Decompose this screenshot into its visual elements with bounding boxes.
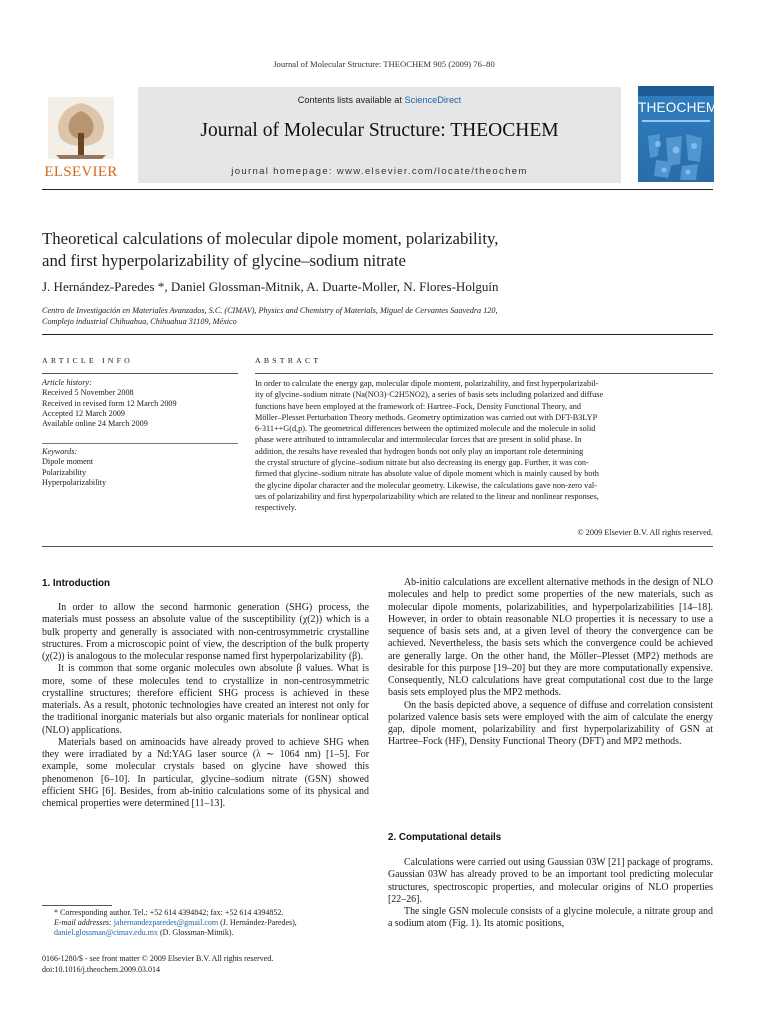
info-separator	[42, 443, 238, 444]
abstract-rule	[255, 373, 713, 374]
article-title-line-1: Theoretical calculations of molecular dipole moment, polarizability,	[42, 229, 499, 248]
abstract-line: the glycine dipolar character and the molecular geometry. Likewise, the calculations gave non-zero val-	[255, 480, 597, 490]
affiliation	[42, 305, 722, 327]
paragraph: Materials based on aminoacids have already proved to achieve SHG when they were irradiated by a Nd:YAG laser source (λ ∼ 1064 nm) [1–5]. For example, some molecular crystals based on glycine have showed this phenomenon [6–10]. In particular, glycine–sodium nitrate (GSN) showed efficient SHG [6]. Besides, from ab-initio calculations some of its physical and chemical properties were determined [11–13].	[42, 736, 369, 809]
email-addresses	[42, 918, 369, 938]
journal-citation: Journal of Molecular Structure: THEOCHEM 905 (2009) 76–80	[273, 59, 495, 69]
online-date: Available online 24 March 2009	[42, 419, 148, 429]
author-list: J. Hernández-Paredes *, Daniel Glossman-Mitnik, A. Duarte-Moller, N. Flores-Holguín	[42, 279, 499, 294]
email-owner: (D. Glossman-Mitnik).	[159, 928, 234, 938]
computational-details-body	[388, 857, 713, 931]
title-rule	[42, 334, 713, 335]
introduction-body	[42, 602, 369, 810]
doi-line[interactable]: doi:10.1016/j.theochem.2009.03.014	[42, 965, 160, 974]
article-info-rule	[42, 373, 238, 374]
abstract-line: 6-311++G(d,p). The geometrical differences between the optimized molecule and the molecule in solid	[255, 424, 596, 434]
article-history	[42, 378, 238, 429]
email-link[interactable]: daniel.glossman@cimav.edu.mx	[54, 928, 158, 938]
article-title	[42, 228, 722, 272]
received-date: Received 5 November 2008	[42, 388, 134, 398]
email-link[interactable]: jahernandezparedes@gmail.com	[113, 918, 219, 928]
affiliation-line-2: Complejo industrial Chihuahua, Chihuahua 31109, México	[42, 317, 237, 326]
footnote-rule	[42, 905, 112, 906]
corresponding-author: * Corresponding author. Tel.: +52 614 4394842; fax: +52 614 4394852.	[54, 908, 284, 917]
right-column-body	[388, 577, 713, 749]
abstract-line: Möller–Plesset Perturbation Theory methods. Geometry optimization was carried out with DFT-B3LYP	[255, 412, 598, 422]
footnote	[42, 908, 369, 939]
contents-prefix: Contents lists available at	[297, 95, 402, 105]
journal-homepage[interactable]: journal homepage: www.elsevier.com/locate/theochem	[231, 166, 528, 177]
abstract-line: In order to calculate the energy gap, molecular dipole moment, polarizability, and first hyperpolarizabil-	[255, 379, 599, 388]
abstract-heading: ABSTRACT	[255, 356, 322, 365]
abstract-line: the crystal structure of glycine–sodium nitrate but also decreasing its energy gap. Further, it was con-	[255, 457, 589, 467]
article-info-heading: ARTICLE INFO	[42, 356, 133, 365]
paragraph: Calculations were carried out using Gaussian 03W [21] package of programs. Gaussian 03W has already proved to be an important tool predicting molecular structures, spectroscopic properties, and molecular origins of NLO properties [22–26].	[388, 857, 713, 905]
issn-doi	[42, 953, 369, 975]
abstract-line: phase were attributed to intramolecular and intermolecular forces that are present in solid phase. In	[255, 435, 582, 445]
elsevier-wordmark: ELSEVIER	[44, 164, 118, 180]
affiliation-line-1: Centro de Investigación en Materiales Avanzados, S.C. (CIMAV), Physics and Chemistry of Materials, Miguel de Cervantes Saavedra 120,	[42, 306, 498, 315]
abstract-line: ues of polarizability and first hyperpolarizability which are related to the linear and nonlinear responses,	[255, 491, 599, 501]
abstract-copyright: © 2009 Elsevier B.V. All rights reserved.	[577, 528, 713, 537]
sciencedirect-link[interactable]: ScienceDirect	[404, 95, 462, 105]
abstract-line: ity of glycine–sodium nitrate (Na(NO3)·C2H5NO2), a series of basis sets including polarized and diffuse	[255, 390, 604, 400]
contents-line	[138, 95, 621, 105]
keyword-item: Hyperpolarizability	[42, 477, 107, 487]
keyword-item: Dipole moment	[42, 457, 94, 467]
email-owner: (J. Hernández-Paredes),	[220, 918, 297, 928]
accepted-date: Accepted 12 March 2009	[42, 408, 125, 418]
section-heading-introduction: 1. Introduction	[42, 578, 111, 589]
paragraph: It is common that some organic molecules own absolute β values. What is more, some of these molecules tend to crystallize in non-centrosymmetric crystalline structures; therefore efficient SHG process is achieved in these materials. As a result, photonic technologies have created an interest not only for the traditional inorganic materials but also organic materials for nonlinear optical (NLO) applications.	[42, 663, 369, 736]
paragraph: The single GSN molecule consists of a glycine molecule, a nitrate group and a sodium atom (Fig. 1). Its atomic positions,	[388, 906, 713, 930]
keywords-label: Keywords:	[42, 447, 78, 456]
keyword-item: Polarizability	[42, 467, 87, 477]
issn-line: 0166-1280/$ - see front matter © 2009 Elsevier B.V. All rights reserved.	[42, 954, 274, 963]
article-title-line-2: and first hyperpolarizability of glycine–sodium nitrate	[42, 251, 406, 270]
abstract-line: functions have been employed at the framework of: Hartree–Fock, Density Functional Theory, and	[255, 401, 582, 411]
abstract-text	[255, 378, 713, 513]
email-label: E-mail addresses:	[54, 918, 112, 928]
abstract-line: addition, the results have revealed that hydrogen bonds not only play an important role determining	[255, 446, 584, 456]
abstract-line: firmed that glycine–sodium nitrate has absolute value of dipole moment which is mainly caused by both	[255, 469, 599, 479]
abstract-bottom-rule	[42, 546, 713, 547]
history-label: Article history:	[42, 378, 92, 387]
cover-title: THEOCHEM	[638, 100, 718, 115]
section-heading-computational-details: 2. Computational details	[388, 832, 502, 843]
revised-date: Received in revised form 12 March 2009	[42, 398, 177, 408]
paragraph: On the basis depicted above, a sequence of diffuse and correlation consistent polarized valence basis sets were employed with the aim of calculate the energy gap, dipole moment, polarizability and first hyperpolarizability of GSN at Hartree–Fock (HF), Density Functional Theory (DFT) and MP2 methods.	[388, 699, 713, 748]
paragraph: In order to allow the second harmonic generation (SHG) process, the materials must possess an absolute value of the susceptibility (χ(2)) which is a bulk property and generally is associated with non-centrosymmetric crystalline structures. From a microscopic point of view, the description of the bulk property (χ(2)) is analogous to the molecular response named first hyperpolarizability (β).	[42, 602, 369, 662]
header-rule	[42, 189, 713, 190]
abstract-line: respectively.	[255, 503, 297, 513]
paragraph: Ab-initio calculations are excellent alternative methods in the design of NLO molecules and help to predict some properties of the new materials, such as molecular dipole moments, polarizabilities, and hyperpolarizabilities [14–18]. However, in order to obtain reasonable NLO properties it is necessary to use a sequence of basis sets and, at a given level of theory the convergence can be achieved. Nevertheless, the basis sets which the convergence could be achieved are generally large. On the other hand, the Möller–Plesset (MP2) methods are desirable for this purpose [19–20] but they are more computationally expensive. Consequently, NLO calculations have great computational cost due to the large basis sets employed plus the MP2 methods.	[388, 577, 713, 699]
keywords	[42, 447, 238, 488]
journal-title: Journal of Molecular Structure: THEOCHEM	[200, 120, 559, 141]
